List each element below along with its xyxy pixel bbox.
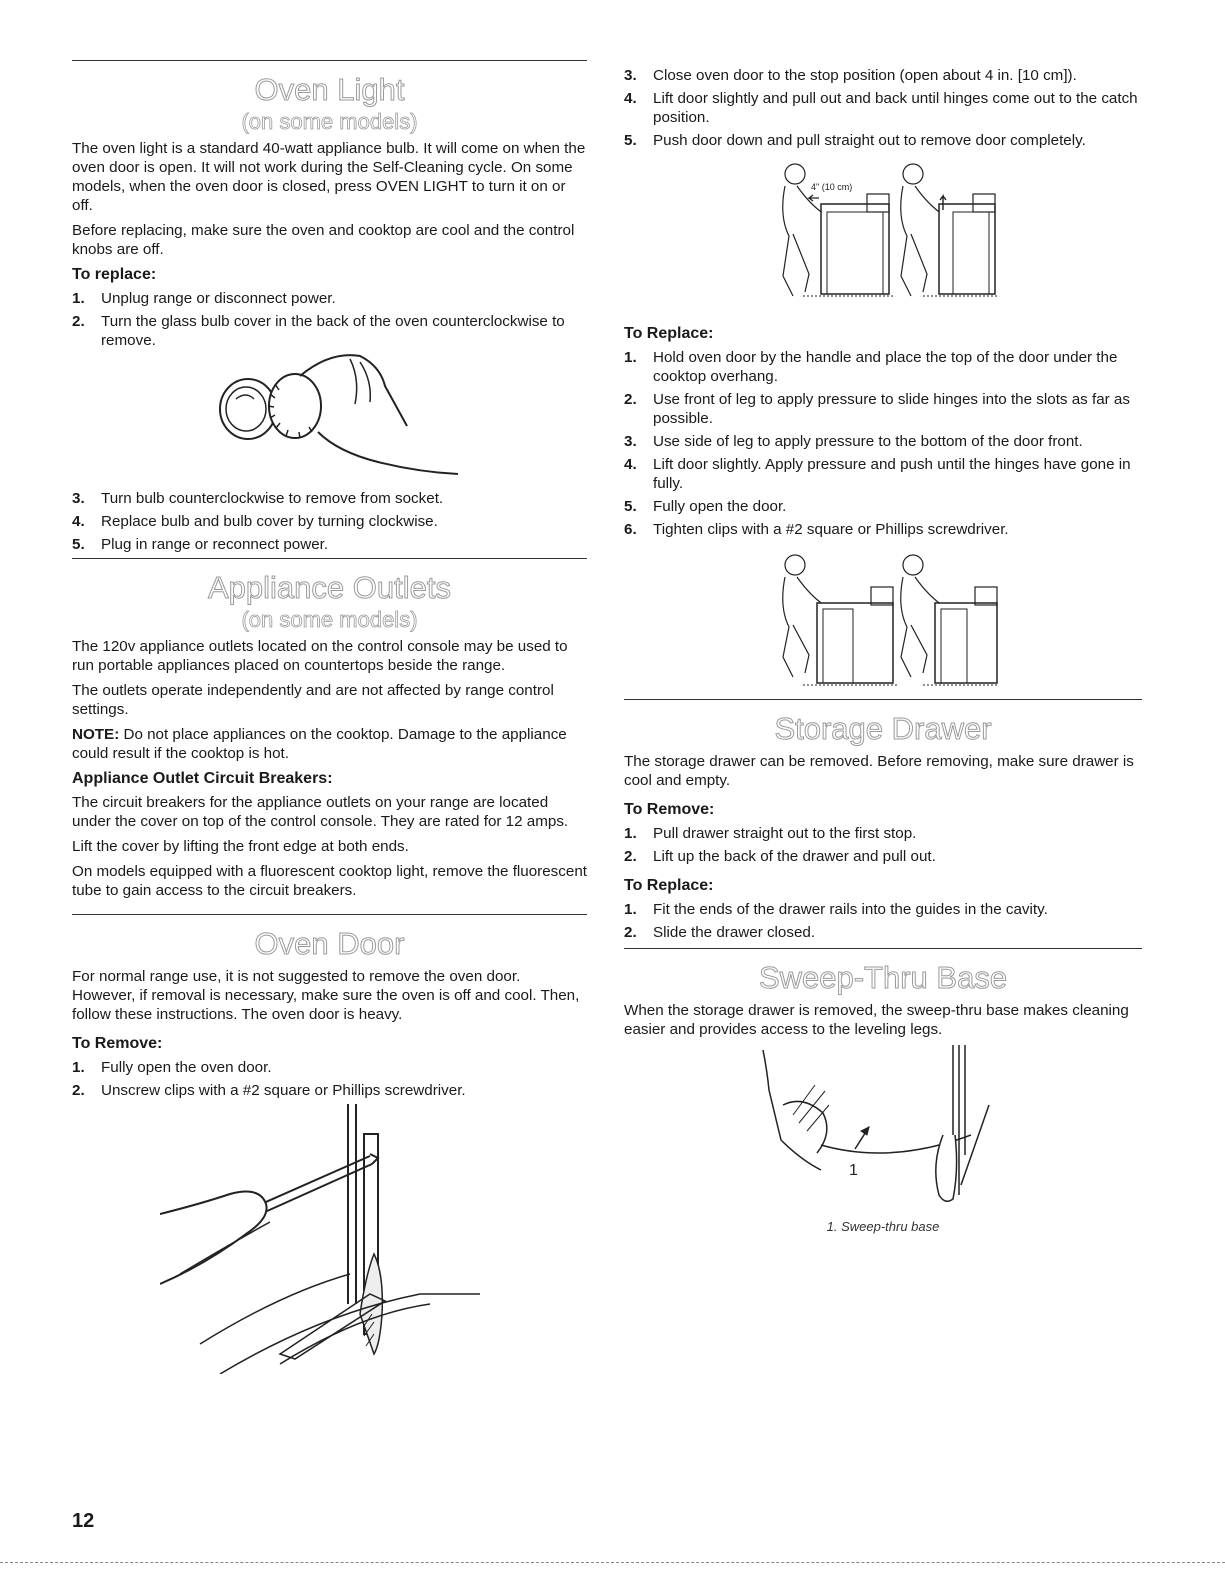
appliance-outlets-para: The circuit breakers for the appliance outlets on your range are located under the cover on top of the control console. They are rated for 12 amps. [72,794,569,830]
right-column [624,66,1142,1234]
door-replace-illustration [763,543,1003,693]
list-item: 3. Use side of leg to apply pressure to the bottom of the door front. [624,433,1083,450]
appliance-outlets-para: On models equipped with a fluorescent cooktop light, remove the fluorescent tube to gain access to the circuit breakers. [72,863,587,899]
oven-light-title: Oven Light [254,72,405,107]
section-divider [72,558,587,559]
bulb-cover-illustration [200,354,460,489]
storage-drawer-replace-heading: To Replace: [624,877,714,894]
list-item: 1. Hold oven door by the handle and place the top of the door under the cooktop overhang. [624,349,1118,385]
door-gap-label: 4" (10 cm) [811,182,853,192]
section-divider [624,699,1142,700]
appliance-outlets-para: Lift the cover by lifting the front edge at both ends. [72,838,409,855]
appliance-outlets-subtitle: (on some models) [241,607,418,632]
list-item: 1. Unplug range or disconnect power. [72,290,336,307]
storage-drawer-remove-heading: To Remove: [624,801,715,818]
list-item: 3. Close oven door to the stop position (open about 4 in. [10 cm]). [624,67,1077,84]
list-item: 1. Pull drawer straight out to the first stop. [624,825,917,842]
list-item: 1. Fully open the oven door. [72,1059,272,1076]
oven-light-replace-heading: To replace: [72,266,157,283]
list-item: 2. Slide the drawer closed. [624,924,816,941]
list-item: 4. Replace bulb and bulb cover by turning clockwise. [72,513,438,530]
section-divider [72,60,587,61]
screwdriver-clip-illustration [160,1104,500,1374]
sweep-thru-title: Sweep-Thru Base [758,960,1008,995]
list-item: 1. Fit the ends of the drawer rails into the guides in the cavity. [624,901,1048,918]
oven-door-remove-steps-continued [624,66,1142,150]
storage-drawer-replace-steps [624,900,1142,942]
appliance-outlets-note: NOTE: Do not place appliances on the cooktop. Damage to the appliance could result if the cooktop is hot. [72,726,567,762]
oven-door-para: For normal range use, it is not suggested to remove the oven door. However, if removal is necessary, make sure the oven is off and cool. Then, follow these instructions. The oven door is heavy. [72,968,580,1023]
appliance-outlets-para: The outlets operate independently and are not affected by range control settings. [72,682,554,718]
list-item: 2. Turn the glass bulb cover in the back of the oven counterclockwise to remove. [72,313,565,349]
left-column [72,60,587,1374]
list-item: 3. Turn bulb counterclockwise to remove from socket. [72,490,444,507]
list-item: 2. Lift up the back of the drawer and pull out. [624,848,936,865]
page-bottom-edge [0,1562,1225,1563]
callout-number: 1 [849,1162,858,1179]
sweep-thru-para: When the storage drawer is removed, the sweep-thru base makes cleaning easier and provides access to the leveling legs. [624,1002,1129,1038]
section-divider [72,914,587,915]
appliance-outlets-title: Appliance Outlets [208,570,451,605]
list-item: 4. Lift door slightly and pull out and back until hinges come out to the catch position. [624,90,1138,126]
list-item: 2. Unscrew clips with a #2 square or Phillips screwdriver. [72,1082,466,1099]
list-item: 2. Use front of leg to apply pressure to slide hinges into the slots as far as possible. [624,391,1130,427]
oven-light-subtitle: (on some models) [241,109,418,134]
list-item: 5. Fully open the door. [624,498,787,515]
storage-drawer-remove-steps [624,824,1142,866]
oven-door-remove-steps [72,1058,587,1100]
list-item: 6. Tighten clips with a #2 square or Phillips screwdriver. [624,521,1009,538]
oven-door-remove-heading: To Remove: [72,1035,163,1052]
list-item: 4. Lift door slightly. Apply pressure and push until the hinges have gone in fully. [624,456,1131,492]
oven-light-para: The oven light is a standard 40-watt appliance bulb. It will come on when the oven door is open. It will not work during the Self-Cleaning cycle. On some models, when the oven door is closed, press OVEN LIGHT to turn it on or off. [72,140,586,214]
sweep-thru-base-illustration [753,1045,1013,1215]
oven-door-replace-steps [624,348,1142,539]
section-divider [624,948,1142,949]
appliance-outlets-para: The 120v appliance outlets located on the control console may be used to run portable appliances placed on countertops beside the range. [72,638,568,674]
sweep-thru-caption: 1. Sweep-thru base [826,1219,940,1234]
oven-door-replace-heading: To Replace: [624,325,714,342]
door-removal-illustration [763,154,1003,314]
page-number: 12 [72,1510,95,1532]
oven-light-steps-continued [72,489,587,554]
storage-drawer-para: The storage drawer can be removed. Before removing, make sure drawer is cool and empty. [624,753,1134,789]
oven-light-steps [72,289,587,350]
oven-door-title: Oven Door [254,926,405,961]
list-item: 5. Plug in range or reconnect power. [72,536,329,553]
circuit-breakers-heading: Appliance Outlet Circuit Breakers: [72,770,333,787]
list-item: 5. Push door down and pull straight out to remove door completely. [624,132,1086,149]
storage-drawer-title: Storage Drawer [774,711,992,746]
oven-light-para: Before replacing, make sure the oven and cooktop are cool and the control knobs are off. [72,222,575,258]
